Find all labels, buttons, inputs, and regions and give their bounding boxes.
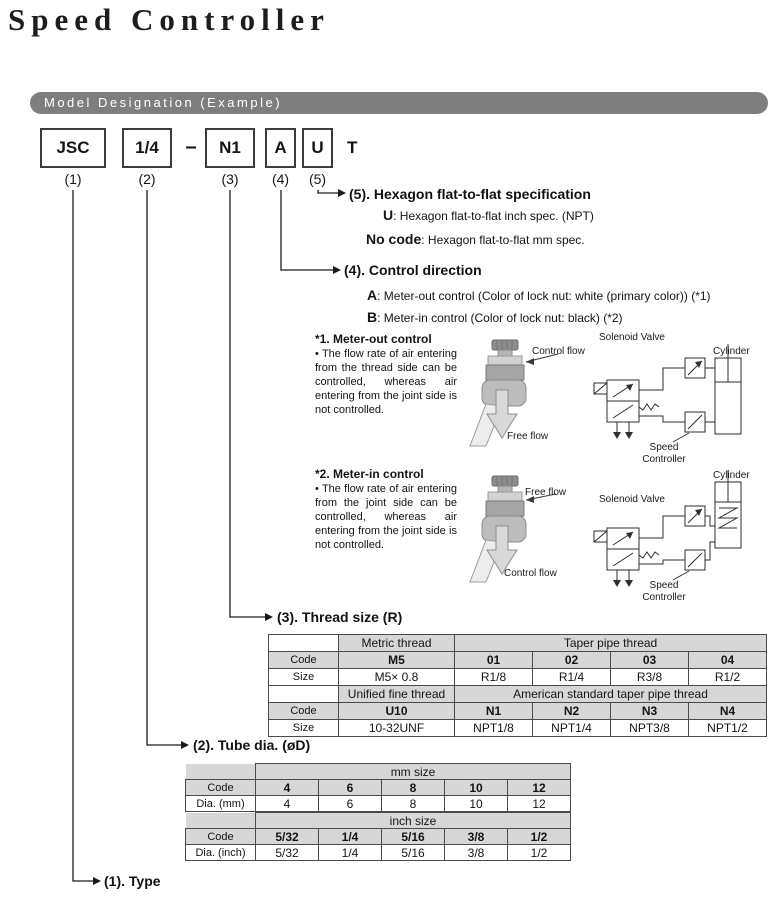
- section-3-heading: (3). Thread size (R): [277, 609, 403, 625]
- model-segment-4-number: (4): [271, 171, 290, 187]
- section-5-heading: (5). Hexagon flat-to-flat specification: [349, 186, 591, 202]
- cell: 6: [319, 796, 382, 812]
- model-code-separator: –: [185, 136, 197, 158]
- model-code-type: JSC: [40, 128, 106, 168]
- cell: 3/8: [445, 829, 508, 845]
- cylinder-label: Cylinder: [713, 470, 750, 481]
- cell: 5/16: [382, 829, 445, 845]
- model-segment-2: [122, 128, 172, 187]
- free-flow-label: Free flow: [507, 431, 549, 442]
- cell: 8: [382, 780, 445, 796]
- thread-group-metric: Metric thread: [339, 635, 455, 652]
- cell: [186, 764, 256, 780]
- spec5-item-nocode-desc: : Hexagon flat-to-flat mm spec.: [421, 233, 585, 247]
- cell: 04: [689, 652, 767, 669]
- note2-body: • The flow rate of air entering from the joint side can be controlled, whereas air entering from the joint side is not controlled.: [315, 483, 457, 552]
- meter-in-fitting-diagram: [438, 472, 596, 594]
- cell: N1: [455, 703, 533, 720]
- cell: 1/4: [319, 829, 382, 845]
- control-flow-label: Control flow: [532, 346, 585, 357]
- note1-body: • The flow rate of air entering from the thread side can be controlled, whereas air entering from the joint side is not controlled.: [315, 348, 457, 417]
- cell: M5× 0.8: [339, 669, 455, 686]
- cell: U10: [339, 703, 455, 720]
- thread-group-npt: American standard taper pipe thread: [455, 686, 767, 703]
- cell: 5/32: [256, 845, 319, 861]
- cell: 1/2: [508, 845, 571, 861]
- model-segment-5-number: (5): [308, 171, 327, 187]
- section-2-heading: (2). Tube dia. (øD): [193, 737, 311, 753]
- note1-title: *1. Meter-out control: [315, 332, 432, 346]
- thread-size-table: [268, 634, 767, 737]
- solenoid-valve-label: Solenoid Valve: [599, 494, 665, 505]
- cell: R3/8: [611, 669, 689, 686]
- cell: [269, 686, 339, 703]
- cell: Code: [269, 703, 339, 720]
- model-segment-1-number: (1): [64, 171, 82, 187]
- solenoid-valve-symbol: [594, 380, 659, 432]
- model-code-tube-dia: 1/4: [122, 128, 172, 168]
- cell: NPT1/2: [689, 720, 767, 737]
- note2-title: *2. Meter-in control: [315, 467, 424, 481]
- cylinder-symbol: [715, 470, 741, 548]
- cell: R1/4: [533, 669, 611, 686]
- cell: Code: [186, 829, 256, 845]
- cell: 12: [508, 780, 571, 796]
- meter-out-circuit-diagram: [593, 332, 773, 467]
- cell: R1/8: [455, 669, 533, 686]
- cylinder-label: Cylinder: [713, 346, 750, 357]
- spec5-item-nocode: [366, 231, 585, 247]
- model-segment-3-number: (3): [221, 171, 239, 187]
- model-designation-banner: [30, 92, 768, 114]
- speed-controller-label: Speed Controller: [642, 442, 686, 465]
- cell: 4: [256, 780, 319, 796]
- spec5-item-u-desc: : Hexagon flat-to-flat inch spec. (NPT): [393, 209, 594, 223]
- spec4-item-b: [367, 309, 623, 325]
- cell: 3/8: [445, 845, 508, 861]
- cell: [186, 813, 256, 829]
- speed-controller-symbol: [685, 506, 705, 570]
- cell: 01: [455, 652, 533, 669]
- cell: Code: [269, 652, 339, 669]
- model-segment-4: [265, 128, 296, 187]
- thread-group-taper: Taper pipe thread: [455, 635, 767, 652]
- cell: 10-32UNF: [339, 720, 455, 737]
- fitting-locknut: [488, 356, 522, 365]
- cell: 4: [256, 796, 319, 812]
- spec4-item-b-code: B: [367, 309, 378, 325]
- cell: Size: [269, 669, 339, 686]
- spec4-item-b-desc: : Meter-in control (Color of lock nut: black) (*2): [377, 311, 623, 325]
- model-segment-2-number: (2): [138, 171, 156, 187]
- banner-label: Model Designation (Example): [44, 95, 283, 110]
- cell: 03: [611, 652, 689, 669]
- section-4-heading: (4). Control direction: [344, 262, 482, 278]
- meter-in-circuit-diagram: [593, 468, 773, 603]
- speed-controller-label: Speed Controller: [642, 580, 686, 603]
- cell: 02: [533, 652, 611, 669]
- control-flow-label: Control flow: [504, 568, 557, 579]
- model-code-control-direction: A: [265, 128, 296, 168]
- spec5-item-u-code: U: [383, 207, 394, 223]
- cell: R1/2: [689, 669, 767, 686]
- fitting-hex-body: [486, 365, 524, 380]
- cell: N3: [611, 703, 689, 720]
- cell: 1/2: [508, 829, 571, 845]
- fitting-locknut: [488, 492, 522, 501]
- spec4-item-a-desc: : Meter-out control (Color of lock nut: white (primary color)) (*1): [377, 289, 711, 303]
- tube-dia-inch-table: [185, 812, 571, 861]
- model-code-suffix: T: [347, 138, 358, 157]
- model-segment-5: [302, 128, 333, 187]
- tube-dia-mm-table: [185, 763, 571, 812]
- cell: 12: [508, 796, 571, 812]
- cell: 8: [382, 796, 445, 812]
- inch-size-group: inch size: [256, 813, 571, 829]
- cell: 6: [319, 780, 382, 796]
- cell: Dia. (inch): [186, 845, 256, 861]
- cell: 1/4: [319, 845, 382, 861]
- cell: 10: [445, 796, 508, 812]
- spec4-item-a: [367, 287, 711, 303]
- cell: Size: [269, 720, 339, 737]
- spec5-item-nocode-code: No code: [366, 231, 422, 247]
- meter-out-fitting-diagram: [438, 336, 596, 458]
- model-code-hexagon-spec: U: [302, 128, 333, 168]
- cell: NPT1/4: [533, 720, 611, 737]
- speed-controller-symbol: [685, 358, 705, 432]
- model-segment-3: [205, 128, 255, 187]
- free-flow-label: Free flow: [525, 487, 567, 498]
- cell: 5/32: [256, 829, 319, 845]
- solenoid-valve-symbol: [594, 528, 659, 580]
- cell: 5/16: [382, 845, 445, 861]
- page-title: Speed Controller: [8, 2, 330, 37]
- cell: M5: [339, 652, 455, 669]
- cell: [269, 635, 339, 652]
- spec4-item-a-code: A: [367, 287, 378, 303]
- mm-size-group: mm size: [256, 764, 571, 780]
- section-1-heading: (1). Type: [104, 873, 161, 889]
- spec5-item-u: [383, 207, 594, 223]
- fitting-hex-body: [486, 501, 524, 516]
- cell: Code: [186, 780, 256, 796]
- solenoid-valve-label: Solenoid Valve: [599, 332, 665, 343]
- cell: N2: [533, 703, 611, 720]
- cell: NPT3/8: [611, 720, 689, 737]
- model-code-thread-size: N1: [205, 128, 255, 168]
- fitting-knob: [492, 340, 518, 356]
- cell: NPT1/8: [455, 720, 533, 737]
- thread-group-unified: Unified fine thread: [339, 686, 455, 703]
- cell: Dia. (mm): [186, 796, 256, 812]
- cylinder-symbol: [715, 344, 741, 434]
- model-segment-1: [40, 128, 106, 187]
- cell: 10: [445, 780, 508, 796]
- cell: N4: [689, 703, 767, 720]
- fitting-knob: [492, 476, 518, 492]
